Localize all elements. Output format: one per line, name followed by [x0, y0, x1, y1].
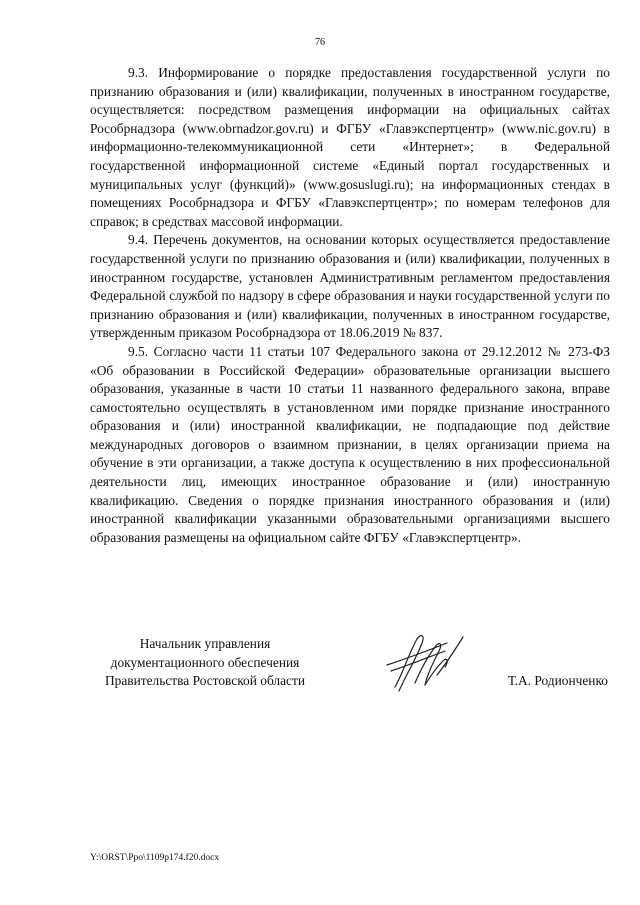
signature-block: [90, 635, 610, 695]
paragraph-9-3: 9.3. Информирование о порядке предоставления государственной услуги по признанию образования и (или) квалификации, полученных в иностранном государстве, осуществляется: посредством размещения информации на официальных сайтах Рособрнадзора (www.obrnadzor.gov.ru) и ФГБУ «Главэкспертцентр» (www.nic.gov.ru) в информационно-телекоммуникационной сети «Интернет»; в Федеральной государственной информационной системе «Единый портал государственных и муниципальных услуг (функций)» (www.gosuslugi.ru); на информационных стендах в помещениях Рособрнадзора и ФГБУ «Главэкспертцентр»; по номерам телефонов для справок; в средствах массовой информации.: [90, 65, 610, 229]
file-path: Y:\ORST\Ppo\1109p174.f20.docx: [90, 853, 220, 863]
document-body: [90, 64, 610, 547]
page-number: 76: [315, 37, 325, 48]
signatory-position-line: Правительства Ростовской области: [104, 673, 306, 689]
signatory-name: Т.А. Родионченко: [507, 673, 608, 688]
signatory-position: [90, 635, 320, 691]
paragraph-9-5: 9.5. Согласно части 11 статьи 107 Федерального закона от 29.12.2012 № 273-ФЗ «Об образовании в Российской Федерации» образовательные организации высшего образования, указанные в части 10 статьи 11 названного федерального закона, вправе самостоятельно осуществлять в установленном ими порядке признание иностранного образования и (или) иностранной квалификации, не подпадающие под действие международных договоров о взаимном признании, в целях организации приема на обучение в эти организации, а также доступа к осуществлению в них профессиональной деятельности лиц, имеющих иностранное образование и (или) иностранную квалификацию. Сведения о порядке признания иностранного образования и (или) иностранной квалификации указанными образовательными организациями высшего образования размещены на официальном сайте ФГБУ «Главэкспертцентр».: [90, 343, 610, 545]
handwritten-signature: [375, 625, 470, 705]
signatory-position-line: документационного обеспечения: [110, 654, 300, 670]
signatory-position-line: Начальник управления: [139, 636, 271, 651]
paragraph-9-4: 9.4. Перечень документов, на основании которых осуществляется предоставление государственной услуги по признанию образования и (или) квалификации, полученных в иностранном государстве, установлен Административным регламентом предоставления Федеральной службой по надзору в сфере образования и науки государственной услуги по признанию образования и (или) квалификации, полученных в иностранном государстве, утвержденным приказом Рособрнадзора от 18.06.2019 № 837.: [90, 232, 610, 341]
